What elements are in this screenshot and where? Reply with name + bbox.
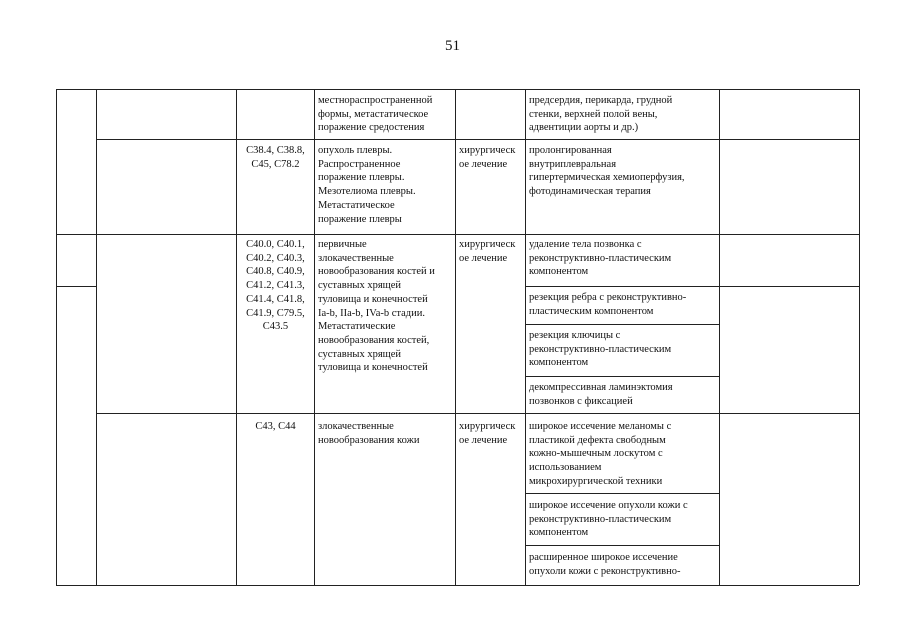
table-border <box>525 493 719 494</box>
table-border <box>96 89 97 585</box>
icd-codes-cell: C43, C44 <box>255 421 296 432</box>
diagnosis-cell: первичные злокачественные новообразования костей и суставных хрящей туловища и конечностей Ia-b, IIa-b, IVa-b стадии. Метастатические новообразования костей, суставных хрящей туловища и конечностей <box>318 239 435 374</box>
method-cell: предсердия, перикарда, грудной стенки, верхней полой вены, адвентиции аорты и др.) <box>529 95 673 134</box>
table-border <box>525 286 859 287</box>
diagnosis-cell: опухоль плевры. Распространенное поражение плевры. Мезотелиома плевры. Метастатическое поражение плевры <box>318 145 416 225</box>
method-cell: удаление тела позвонка с реконструктивно-пластическим компонентом <box>529 239 672 278</box>
method-cell: резекция ребра с реконструктивно- пластическим компонентом <box>529 292 687 317</box>
method-cell: расширенное широкое иссечение опухоли кожи с реконструктивно- <box>529 552 681 577</box>
table-border <box>525 324 719 325</box>
table-border <box>859 89 860 585</box>
table-border <box>96 413 859 414</box>
method-cell: резекция ключицы с реконструктивно-пластическим компонентом <box>529 330 672 369</box>
treatment-type-cell: хирургическ ое лечение <box>459 239 516 264</box>
table-border <box>719 89 720 585</box>
table-border <box>525 376 719 377</box>
table-border <box>56 89 57 585</box>
diagnosis-cell: местнораспространенной формы, метастатическое поражение средостения <box>318 95 433 134</box>
page-number: 51 <box>445 38 460 54</box>
table-border <box>525 545 719 546</box>
method-cell: декомпрессивная ламинэктомия позвонков с фиксацией <box>529 382 673 407</box>
icd-codes-cell: C38.4, C38.8, C45, C78.2 <box>246 145 305 170</box>
method-cell: широкое иссечение опухоли кожи с реконструктивно-пластическим компонентом <box>529 500 688 539</box>
table-border <box>314 89 315 585</box>
treatment-type-cell: хирургическ ое лечение <box>459 421 516 446</box>
table-border <box>525 89 526 585</box>
table-border <box>455 89 456 585</box>
method-cell: широкое иссечение меланомы с пластикой дефекта свободным кожно-мышечным лоскутом с использованием микрохирургической техники <box>529 421 672 487</box>
table-border <box>96 139 859 140</box>
table-border <box>56 286 96 287</box>
icd-codes-cell: C40.0, C40.1, C40.2, C40.3, C40.8, C40.9, C41.2, C41.3, C41.4, C41.8, C41.9, C79.5, C43.5 <box>246 239 305 333</box>
table-border <box>56 585 859 586</box>
diagnosis-cell: злокачественные новообразования кожи <box>318 421 420 446</box>
method-cell: пролонгированная внутриплевральная гипертермическая хемиоперфузия, фотодинамическая терапия <box>529 145 685 198</box>
treatment-type-cell: хирургическ ое лечение <box>459 145 516 170</box>
table-border <box>56 89 859 90</box>
table-border <box>56 234 859 235</box>
